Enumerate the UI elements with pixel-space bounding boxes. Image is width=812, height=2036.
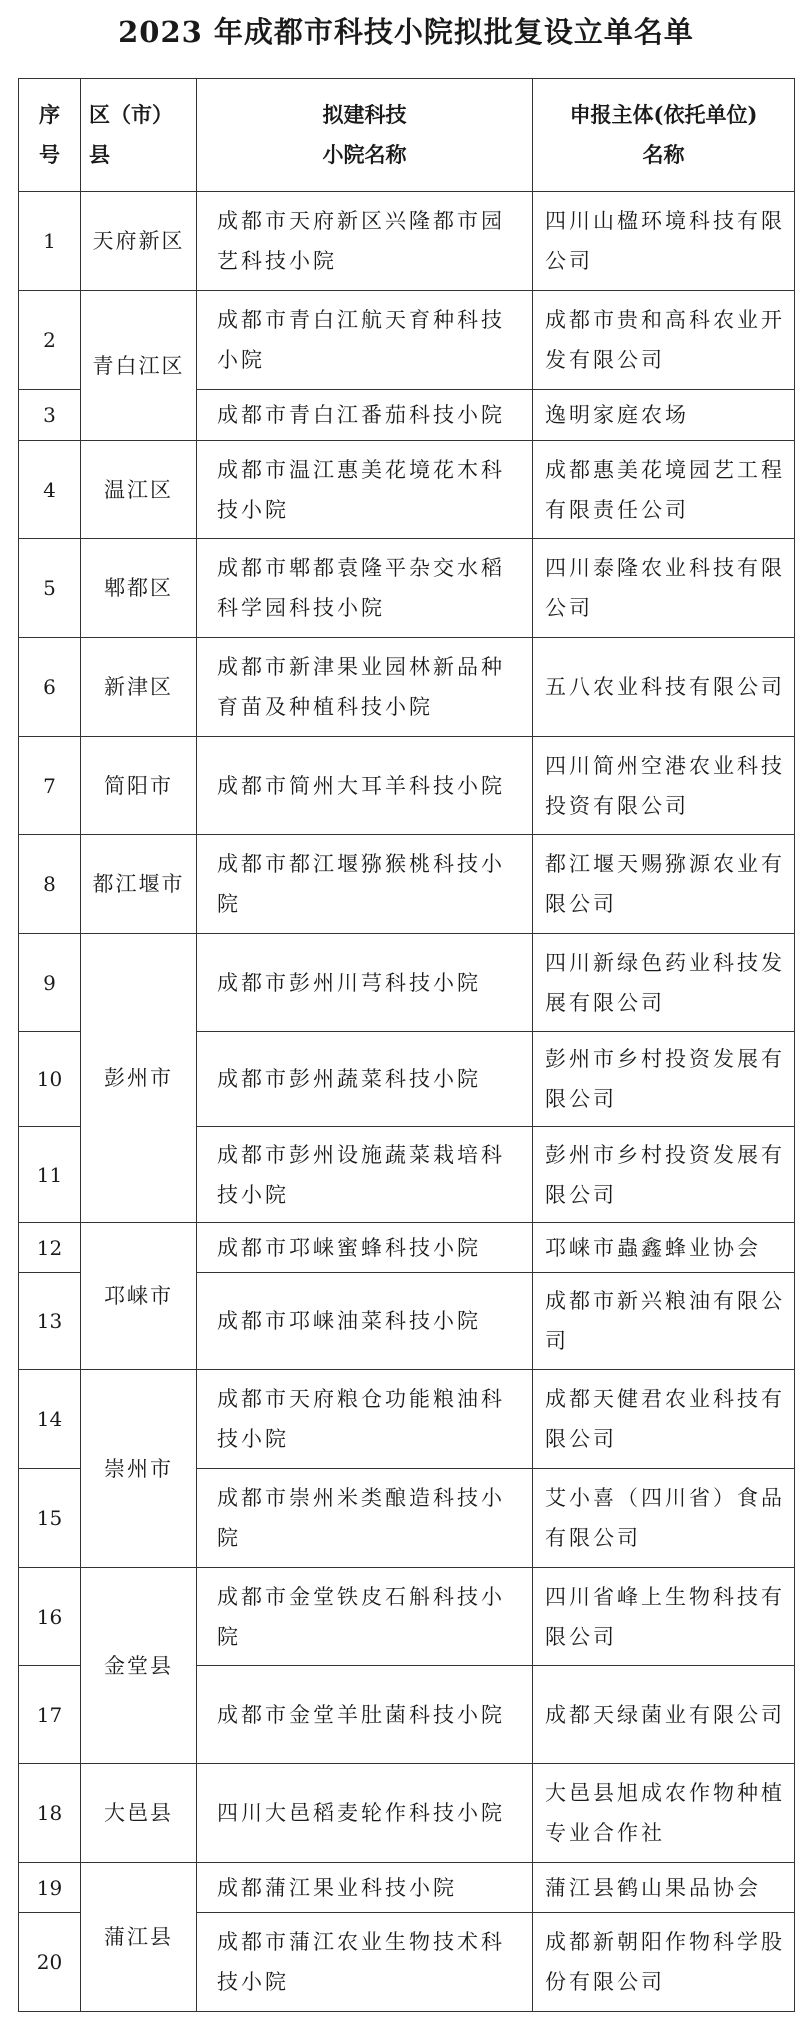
district-cell: 青白江区 xyxy=(81,291,197,441)
header-no-line2: 号 xyxy=(39,142,60,167)
yard-name-cell: 成都市新津果业园林新品种育苗及种植科技小院 xyxy=(197,638,533,737)
district-cell: 崇州市 xyxy=(81,1370,197,1568)
yard-name-cell: 成都市邛崃蜜蜂科技小院 xyxy=(197,1223,533,1273)
district-cell: 蒲江县 xyxy=(81,1863,197,2012)
header-unit-line1: 申报主体(依托单位) xyxy=(569,102,758,127)
district-cell: 金堂县 xyxy=(81,1568,197,1764)
header-name-line1: 拟建科技 xyxy=(322,102,407,127)
yard-name-cell: 成都市青白江番茄科技小院 xyxy=(197,390,533,441)
row-number: 9 xyxy=(19,934,81,1032)
yard-name-cell: 成都市彭州设施蔬菜栽培科技小院 xyxy=(197,1127,533,1223)
table-row xyxy=(19,835,795,934)
table-row xyxy=(19,291,795,390)
row-number: 17 xyxy=(19,1666,81,1764)
unit-cell: 五八农业科技有限公司 xyxy=(533,638,795,737)
table-row xyxy=(19,1370,795,1469)
table-row xyxy=(19,737,795,835)
row-number: 16 xyxy=(19,1568,81,1666)
row-number: 6 xyxy=(19,638,81,737)
yard-name-cell: 成都市天府新区兴隆都市园艺科技小院 xyxy=(197,192,533,291)
header-district xyxy=(81,79,197,192)
unit-cell: 成都惠美花境园艺工程有限责任公司 xyxy=(533,441,795,539)
unit-cell: 成都新朝阳作物科学股份有限公司 xyxy=(533,1913,795,2012)
unit-cell: 成都市贵和高科农业开发有限公司 xyxy=(533,291,795,390)
table-row xyxy=(19,1863,795,1913)
yard-name-cell: 成都市彭州蔬菜科技小院 xyxy=(197,1032,533,1127)
district-cell: 郫都区 xyxy=(81,539,197,638)
unit-cell: 成都市新兴粮油有限公司 xyxy=(533,1273,795,1370)
district-cell: 邛崃市 xyxy=(81,1223,197,1370)
row-number: 12 xyxy=(19,1223,81,1273)
tech-yard-table xyxy=(18,78,795,2012)
row-number: 10 xyxy=(19,1032,81,1127)
header-district-line2: 县 xyxy=(89,142,110,167)
district-cell: 都江堰市 xyxy=(81,835,197,934)
yard-name-cell: 成都市金堂羊肚菌科技小院 xyxy=(197,1666,533,1764)
district-cell: 天府新区 xyxy=(81,192,197,291)
header-name-line2: 小院名称 xyxy=(322,142,407,167)
header-no-line1: 序 xyxy=(39,102,60,127)
table-header-row xyxy=(19,79,795,192)
unit-cell: 大邑县旭成农作物种植专业合作社 xyxy=(533,1764,795,1863)
district-cell: 温江区 xyxy=(81,441,197,539)
table-row xyxy=(19,441,795,539)
district-cell: 彭州市 xyxy=(81,934,197,1223)
unit-cell: 四川泰隆农业科技有限公司 xyxy=(533,539,795,638)
table-row xyxy=(19,192,795,291)
unit-cell: 彭州市乡村投资发展有限公司 xyxy=(533,1127,795,1223)
unit-cell: 四川简州空港农业科技投资有限公司 xyxy=(533,737,795,835)
yard-name-cell: 四川大邑稻麦轮作科技小院 xyxy=(197,1764,533,1863)
table-row xyxy=(19,934,795,1032)
yard-name-cell: 成都市简州大耳羊科技小院 xyxy=(197,737,533,835)
table-row xyxy=(19,1764,795,1863)
header-unit-line2: 名称 xyxy=(642,142,685,167)
yard-name-cell: 成都市天府粮仓功能粮油科技小院 xyxy=(197,1370,533,1469)
unit-cell: 蒲江县鹤山果品协会 xyxy=(533,1863,795,1913)
yard-name-cell: 成都市崇州米类酿造科技小院 xyxy=(197,1469,533,1568)
unit-cell: 成都天绿菌业有限公司 xyxy=(533,1666,795,1764)
unit-cell: 邛崃市蟲鑫蜂业协会 xyxy=(533,1223,795,1273)
unit-cell: 四川省峰上生物科技有限公司 xyxy=(533,1568,795,1666)
unit-cell: 四川山楹环境科技有限公司 xyxy=(533,192,795,291)
yard-name-cell: 成都市郫都袁隆平杂交水稻科学园科技小院 xyxy=(197,539,533,638)
row-number: 3 xyxy=(19,390,81,441)
row-number: 2 xyxy=(19,291,81,390)
district-cell: 简阳市 xyxy=(81,737,197,835)
row-number: 4 xyxy=(19,441,81,539)
header-no xyxy=(19,79,81,192)
yard-name-cell: 成都市青白江航天育种科技小院 xyxy=(197,291,533,390)
yard-name-cell: 成都蒲江果业科技小院 xyxy=(197,1863,533,1913)
yard-name-cell: 成都市都江堰猕猴桃科技小院 xyxy=(197,835,533,934)
row-number: 7 xyxy=(19,737,81,835)
unit-cell: 艾小喜（四川省）食品有限公司 xyxy=(533,1469,795,1568)
row-number: 14 xyxy=(19,1370,81,1469)
district-cell: 新津区 xyxy=(81,638,197,737)
table-row xyxy=(19,1568,795,1666)
header-name xyxy=(197,79,533,192)
table-row xyxy=(19,638,795,737)
table-row xyxy=(19,1223,795,1273)
row-number: 13 xyxy=(19,1273,81,1370)
unit-cell: 彭州市乡村投资发展有限公司 xyxy=(533,1032,795,1127)
row-number: 5 xyxy=(19,539,81,638)
unit-cell: 成都天健君农业科技有限公司 xyxy=(533,1370,795,1469)
district-cell: 大邑县 xyxy=(81,1764,197,1863)
yard-name-cell: 成都市蒲江农业生物技术科技小院 xyxy=(197,1913,533,2012)
page-title: 2023 年成都市科技小院拟批复设立单名单 xyxy=(118,15,694,49)
unit-cell: 四川新绿色药业科技发展有限公司 xyxy=(533,934,795,1032)
unit-cell: 都江堰天赐猕源农业有限公司 xyxy=(533,835,795,934)
header-district-line1: 区（市） xyxy=(89,102,173,127)
table-row xyxy=(19,539,795,638)
row-number: 20 xyxy=(19,1913,81,2012)
yard-name-cell: 成都市金堂铁皮石斛科技小院 xyxy=(197,1568,533,1666)
yard-name-cell: 成都市彭州川芎科技小院 xyxy=(197,934,533,1032)
yard-name-cell: 成都市温江惠美花境花木科技小院 xyxy=(197,441,533,539)
header-unit xyxy=(533,79,795,192)
row-number: 8 xyxy=(19,835,81,934)
yard-name-cell: 成都市邛崃油菜科技小院 xyxy=(197,1273,533,1370)
unit-cell: 逸明家庭农场 xyxy=(533,390,795,441)
row-number: 15 xyxy=(19,1469,81,1568)
row-number: 11 xyxy=(19,1127,81,1223)
row-number: 18 xyxy=(19,1764,81,1863)
row-number: 19 xyxy=(19,1863,81,1913)
row-number: 1 xyxy=(19,192,81,291)
